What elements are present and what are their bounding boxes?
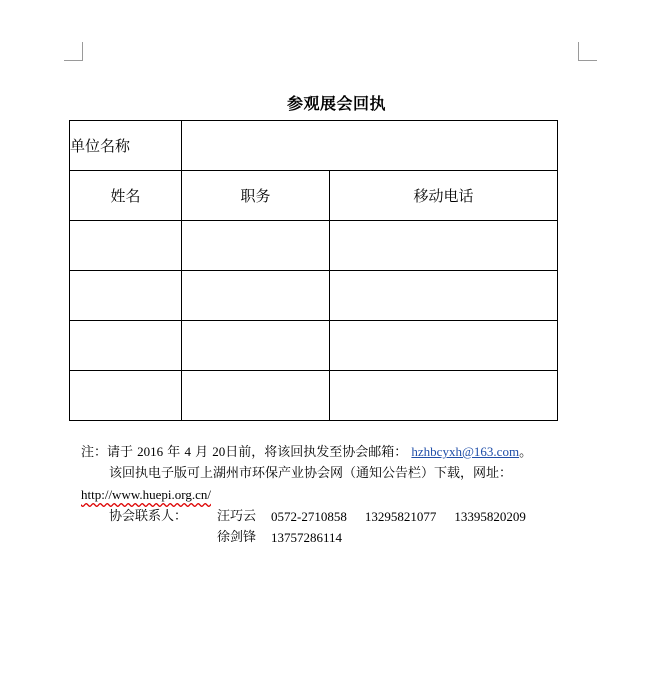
contact-name: 汪巧云 <box>217 509 257 524</box>
note-year-suffix: 年 <box>167 445 181 460</box>
contact-phone: 13395820209 <box>454 509 526 524</box>
contact-label: 协会联系人： <box>109 509 188 524</box>
position-cell[interactable] <box>182 321 330 371</box>
download-note: 该回执电子版可上湖州市环保产业协会网（通知公告栏）下载，网址： <box>109 466 513 481</box>
phone-cell[interactable] <box>330 271 558 321</box>
note-year: 2016 <box>137 444 164 459</box>
notes-section <box>81 441 601 548</box>
contact-row <box>81 506 601 527</box>
phone-cell[interactable] <box>330 371 558 421</box>
note-middle-text: 日前，将该回执发至协会邮箱： <box>225 445 408 460</box>
contact-row <box>81 527 601 548</box>
name-cell[interactable] <box>70 371 182 421</box>
table-row <box>70 321 558 371</box>
position-cell[interactable] <box>182 221 330 271</box>
table-row <box>70 271 558 321</box>
header-mobile-phone: 移动电话 <box>330 171 558 221</box>
note-prefix: 注：请于 <box>81 445 134 460</box>
contact-phone: 13295821077 <box>364 509 437 524</box>
name-cell[interactable] <box>70 321 182 371</box>
header-name: 姓名 <box>70 171 182 221</box>
website-url-link[interactable]: http://www.huepi.org.cn/ <box>81 487 211 502</box>
contact-name: 徐剑锋 <box>217 530 257 545</box>
unit-row <box>70 121 558 171</box>
header-position: 职务 <box>182 171 330 221</box>
phone-cell[interactable] <box>330 221 558 271</box>
unit-name-label: 单位名称 <box>70 121 182 171</box>
note-day: 20 <box>212 444 226 459</box>
table-row <box>70 221 558 271</box>
note-month-suffix: 月 <box>195 445 209 460</box>
document-title: 参观展会回执 <box>286 94 386 113</box>
unit-name-field[interactable] <box>182 121 558 171</box>
page-corner-mark-top-left <box>64 42 83 61</box>
table-row <box>70 371 558 421</box>
contact-phone: 13757286114 <box>271 530 343 545</box>
name-cell[interactable] <box>70 271 182 321</box>
name-cell[interactable] <box>70 221 182 271</box>
position-cell[interactable] <box>182 371 330 421</box>
association-email-link[interactable]: hzhbcyxh@163.com <box>411 444 520 459</box>
note-end: 。 <box>519 445 533 460</box>
position-cell[interactable] <box>182 271 330 321</box>
header-row <box>70 171 558 221</box>
page-corner-mark-top-right <box>578 42 597 61</box>
note-deadline-line <box>81 441 601 463</box>
phone-cell[interactable] <box>330 321 558 371</box>
contact-phone: 0572-2710858 <box>271 509 347 524</box>
note-month: 4 <box>184 444 191 459</box>
receipt-form-table <box>69 120 558 421</box>
